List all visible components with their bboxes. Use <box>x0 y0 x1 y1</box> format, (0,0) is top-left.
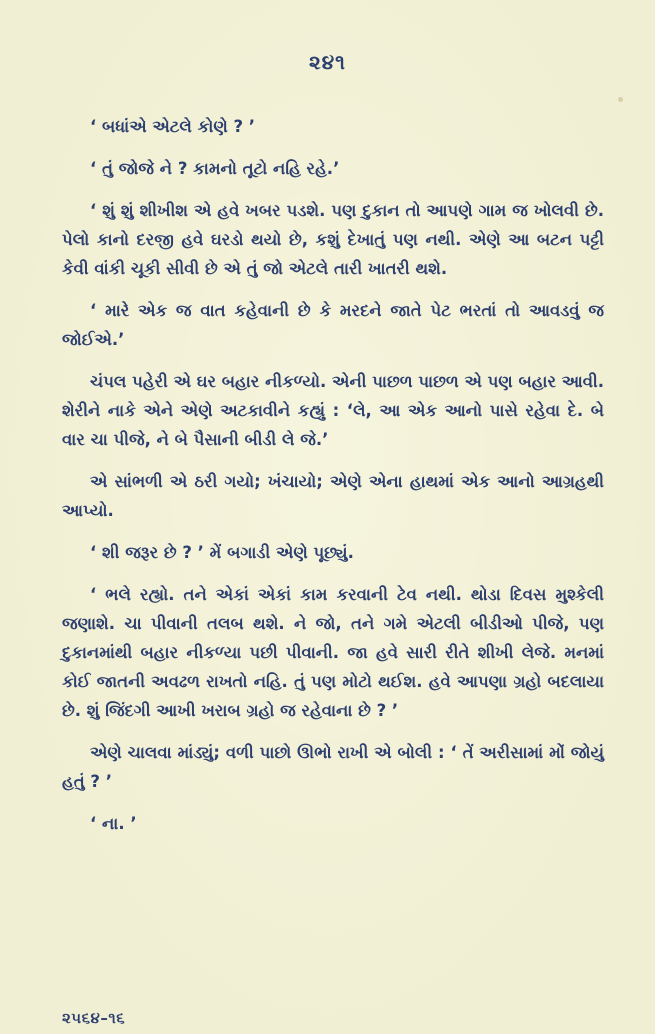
paragraph-4: ‘ મારે એક જ વાત કહેવાની છે કે મરદને જાતે પેટ ભરતાં તો આવડવું જ જોઈએ.’ <box>62 301 604 349</box>
paragraph-10: ‘ ના. ’ <box>90 814 137 833</box>
paragraph-1: ‘ બધાંએ એટલે કોણે ? ’ <box>90 117 256 136</box>
paragraph-2: ‘ તું જોજે ને ? કામનો તૂટો નહિ રહે.’ <box>90 159 340 178</box>
printer-signature-mark: ૨૫૬૪–૧૬ <box>62 1009 126 1027</box>
paragraph-5: ચંપલ પહેરી એ ઘર બહાર નીકળ્યો. એની પાછળ પાછળ એ પણ બહાર આવી. શેરીને નાકે એને એણે અટકાવીને કહ્યું : ‘લે, આ એક આનો પાસે રહેવા દે. બે વાર ચા પીજે, ને બે પૈસાની બીડી લે જે.’ <box>62 372 604 449</box>
page-number: ૨૪૧ <box>309 50 346 74</box>
body-text <box>62 112 604 850</box>
paragraph-9: એણે ચાલવા માંડ્યું; વળી પાછો ઊભો રાખી એ બોલી : ‘ તેં અરીસામાં મોં જોયું હતું ? ’ <box>62 743 604 791</box>
paragraph-6: એ સાંભળી એ ઠરી ગયો; ખંચાયો; એણે એના હાથમાં એક આનો આગ્રહથી આપ્યો. <box>62 472 604 520</box>
paragraph-8: ‘ ભલે રહ્યો. તને એકાં એકાં કામ કરવાની ટેવ નથી. થોડા દિવસ મુશ્કેલી જણાશે. ચા પીવાની તલબ થશે. ને જો, તને ગમે એટલી બીડીઓ પીજે, પણ દુકાનમાંથી બહાર નીકળ્યા પછી પીવાની. જા હવે સારી રીતે શીખી લેજે. મનમાં કોઈ જાતની અવઢળ રાખતો નહિ. તું પણ મોટો થઈશ. હવે આપણા ગ્રહો બદલાયા છે. શું જિંદગી આખી ખરાબ ગ્રહો જ રહેવાના છે ? ’ <box>62 585 604 720</box>
paragraph-7: ‘ શી જરૂર છે ? ’ મેં બગાડી એણે પૂછ્યું. <box>90 543 354 562</box>
paragraph-3: ‘ શું શું શીખીશ એ હવે ખબર પડશે. પણ દુકાન તો આપણે ગામ જ ખોલવી છે. પેલો કાનો દરજી હવે ઘરડો થયો છે, કશું દેખાતું પણ નથી. એણે આ બટન પટ્ટી કેવી વાંકી ચૂકી સીવી છે એ તું જો એટલે તારી ખાતરી થશે. <box>62 201 604 278</box>
paper-spot <box>618 97 623 102</box>
